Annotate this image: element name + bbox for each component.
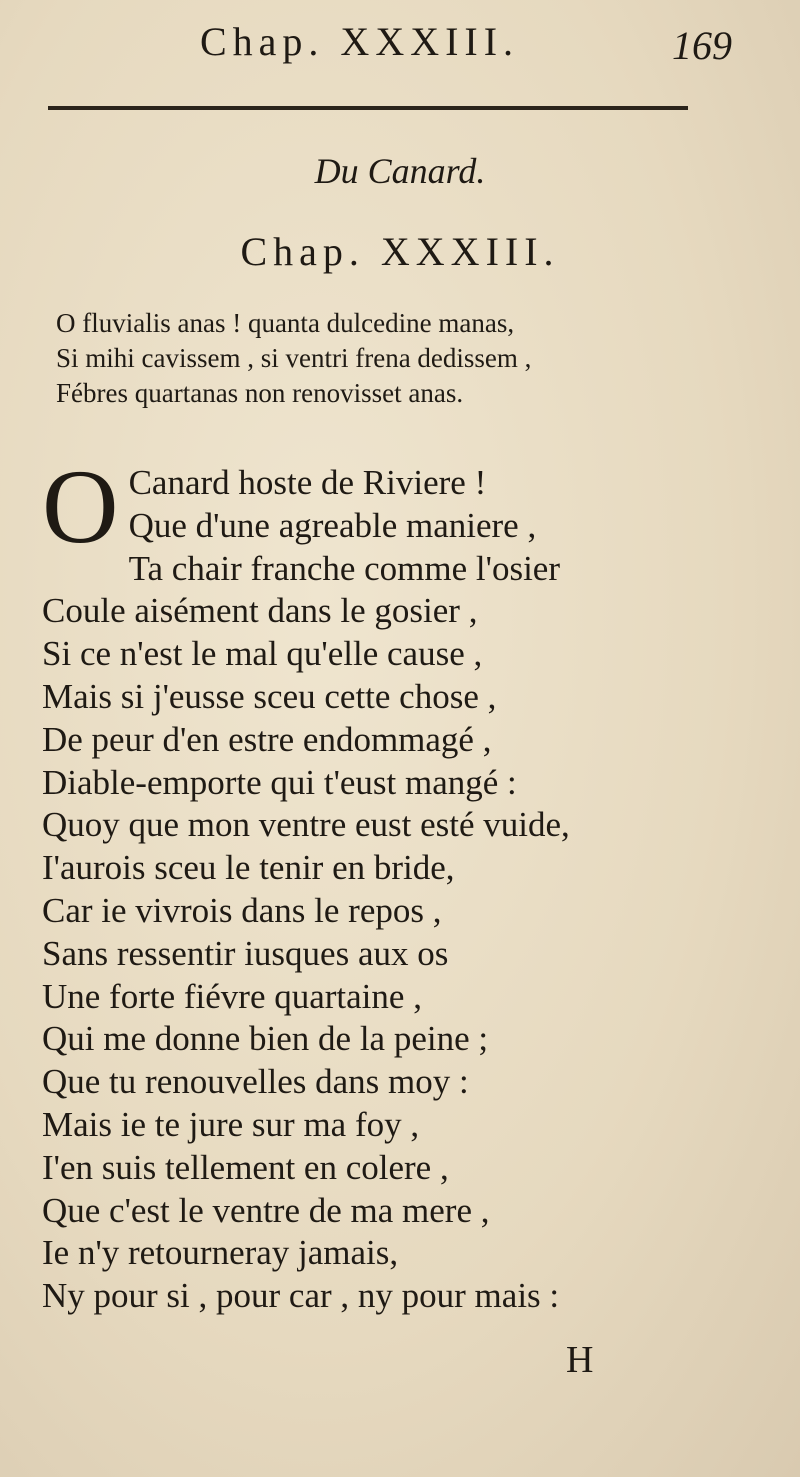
poem-line: Que d'une agreable maniere ,	[128, 505, 537, 545]
chapter-heading: Chap. XXXIII.	[240, 229, 560, 274]
poem-line: Qui me donne bien de la peine ;	[42, 1019, 489, 1059]
poem-line: Mais si j'eusse sceu cette chose ,	[42, 676, 497, 716]
drop-cap: O	[42, 448, 119, 565]
latin-epigraph	[56, 306, 756, 411]
poem-line: Ny pour si , pour car , ny pour mais :	[42, 1276, 560, 1316]
poem-line: De peur d'en estre endommagé ,	[42, 719, 492, 759]
epigraph-line: Fébres quartanas non renovisset anas.	[56, 378, 464, 408]
poem-line: Ta chair franche comme l'osier	[128, 548, 560, 588]
poem-line: Car ie vivrois dans le repos ,	[42, 890, 442, 930]
poem-line: Mais ie te jure sur ma foy ,	[42, 1104, 420, 1144]
poem-line: Ie n'y retourneray jamais,	[42, 1233, 399, 1273]
poem-line: Canard hoste de Riviere !	[128, 463, 487, 502]
poem-line: I'en suis tellement en colere ,	[42, 1147, 449, 1187]
poem-line: Si ce n'est le mal qu'elle cause ,	[42, 634, 483, 674]
section-title: Du Canard.	[314, 151, 486, 191]
epigraph-line: O fluvialis anas ! quanta dulcedine manas,	[56, 308, 515, 338]
catchword: H	[566, 1339, 594, 1381]
poem-line: I'aurois sceu le tenir en bride,	[42, 848, 455, 888]
poem	[42, 448, 762, 1318]
poem-line: Quoy que mon ventre eust esté vuide,	[42, 805, 570, 845]
poem-line: Sans ressentir iusques aux os	[42, 933, 449, 973]
epigraph-line: Si mihi cavissem , si ventri frena dedissem ,	[56, 343, 532, 373]
poem-line: Une forte fiévre quartaine ,	[42, 976, 422, 1016]
header-rule	[48, 106, 688, 110]
poem-line: Que tu renouvelles dans moy :	[42, 1062, 469, 1102]
poem-line: Que c'est le ventre de ma mere ,	[42, 1190, 490, 1230]
poem-line: Diable-emporte qui t'eust mangé :	[42, 762, 517, 802]
running-head: Chap. XXXIII.	[200, 19, 520, 64]
page-number: 169	[672, 23, 732, 68]
poem-line: Coule aisément dans le gosier ,	[42, 591, 478, 631]
